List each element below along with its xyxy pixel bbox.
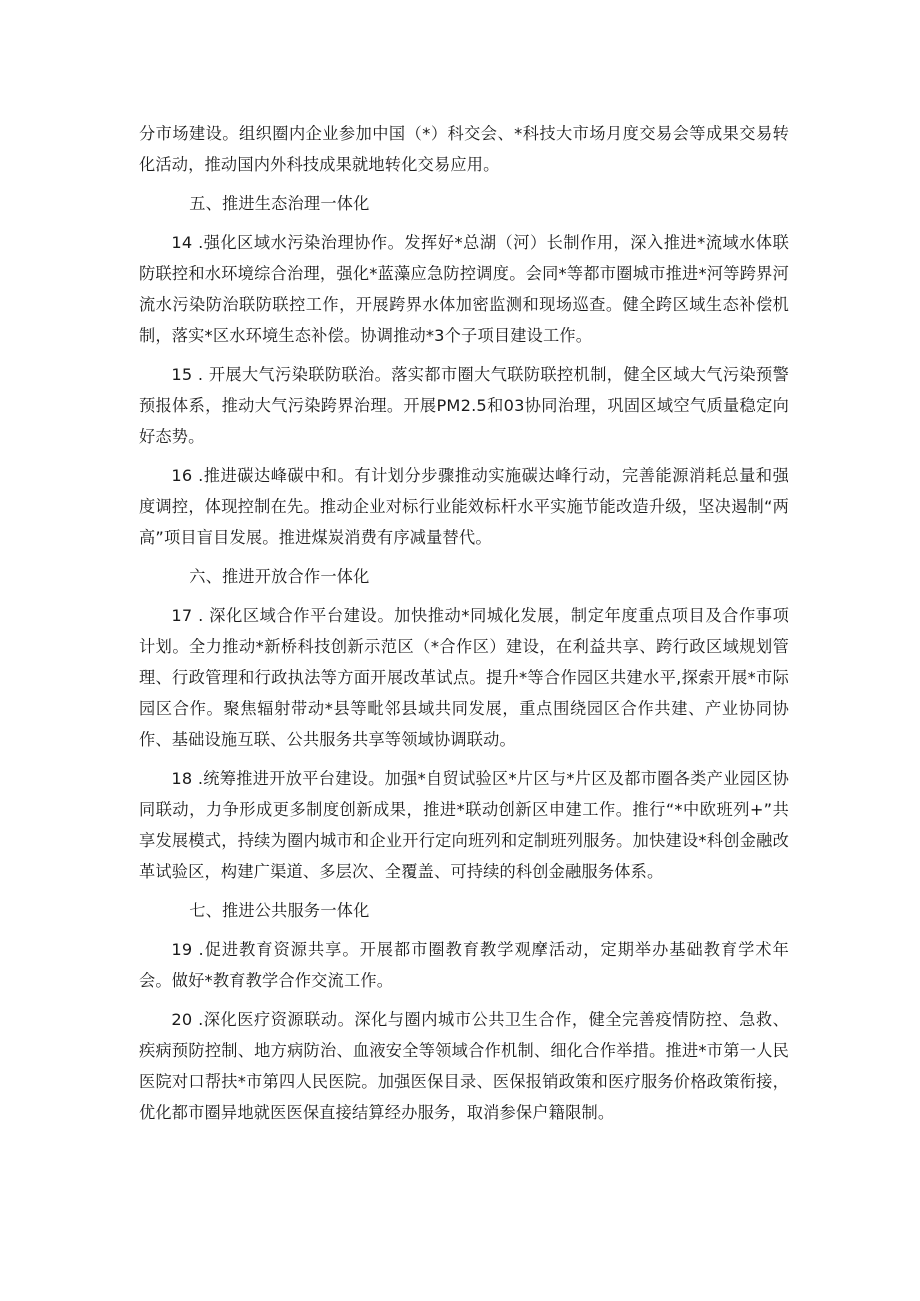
- paragraph-19: 19 .促进教育资源共享。开展都市圈教育教学观摩活动，定期举办基础教育学术年会。做好*教育教学合作交流工作。: [139, 940, 789, 990]
- document-body: [139, 118, 789, 1136]
- paragraph-15: 15 . 开展大气污染联防联治。落实都市圈大气联防联控机制，健全区域大气污染预警预报体系，推动大气污染跨界治理。开展PM2.5和03协同治理，巩固区域空气质量稳定向好态势。: [139, 365, 789, 446]
- section-heading-ecology: 五、推进生态治理一体化: [189, 194, 370, 213]
- paragraph-14: 14 .强化区域水污染治理协作。发挥好*总湖（河）长制作用，深入推进*流域水体联防联控和水环境综合治理，强化*蓝藻应急防控调度。会同*等都市圈城市推进*河等跨界河流水污染防治联防联控工作，开展跨界水体加密监测和现场巡查。健全跨区域生态补偿机制，落实*区水环境生态补偿。协调推动*3个子项目建设工作。: [139, 233, 789, 345]
- section-heading-openness: 六、推进开放合作一体化: [189, 567, 370, 586]
- section-heading-public-service: 七、推进公共服务一体化: [189, 901, 370, 920]
- paragraph-16: 16 .推进碳达峰碳中和。有计划分步骤推动实施碳达峰行动，完善能源消耗总量和强度调控，体现控制在先。推动企业对标行业能效标杆水平实施节能改造升级，坚决遏制“两高”项目盲目发展。推进煤炭消费有序减量替代。: [139, 466, 789, 547]
- paragraph-17: 17 . 深化区域合作平台建设。加快推动*同城化发展，制定年度重点项目及合作事项计划。全力推动*新桥科技创新示范区（*合作区）建设，在利益共享、跨行政区域规划管理、行政管理和行政执法等方面开展改革试点。提升*等合作园区共建水平,探索开展*市际园区合作。聚焦辐射带动*县等毗邻县域共同发展，重点围绕园区合作共建、产业协同协作、基础设施互联、公共服务共享等领域协调联动。: [139, 606, 789, 749]
- paragraph-20: 20 .深化医疗资源联动。深化与圈内城市公共卫生合作，健全完善疫情防控、急救、疾病预防控制、地方病防治、血液安全等领域合作机制、细化合作举措。推进*市第一人民医院对口帮扶*市第四人民医院。加强医保目录、医保报销政策和医疗服务价格政策衔接，优化都市圈异地就医医保直接结算经办服务，取消参保户籍限制。: [139, 1010, 789, 1122]
- paragraph-continuation: 分市场建设。组织圈内企业参加中国（*）科交会、*科技大市场月度交易会等成果交易转化活动，推动国内外科技成果就地转化交易应用。: [139, 124, 789, 174]
- paragraph-18: 18 .统筹推进开放平台建设。加强*自贸试验区*片区与*片区及都市圈各类产业园区协同联动，力争形成更多制度创新成果，推进*联动创新区申建工作。推行“*中欧班列+”共享发展模式，持续为圈内城市和企业开行定向班列和定制班列服务。加快建设*科创金融改革试验区，构建广渠道、多层次、全覆盖、可持续的科创金融服务体系。: [139, 769, 789, 881]
